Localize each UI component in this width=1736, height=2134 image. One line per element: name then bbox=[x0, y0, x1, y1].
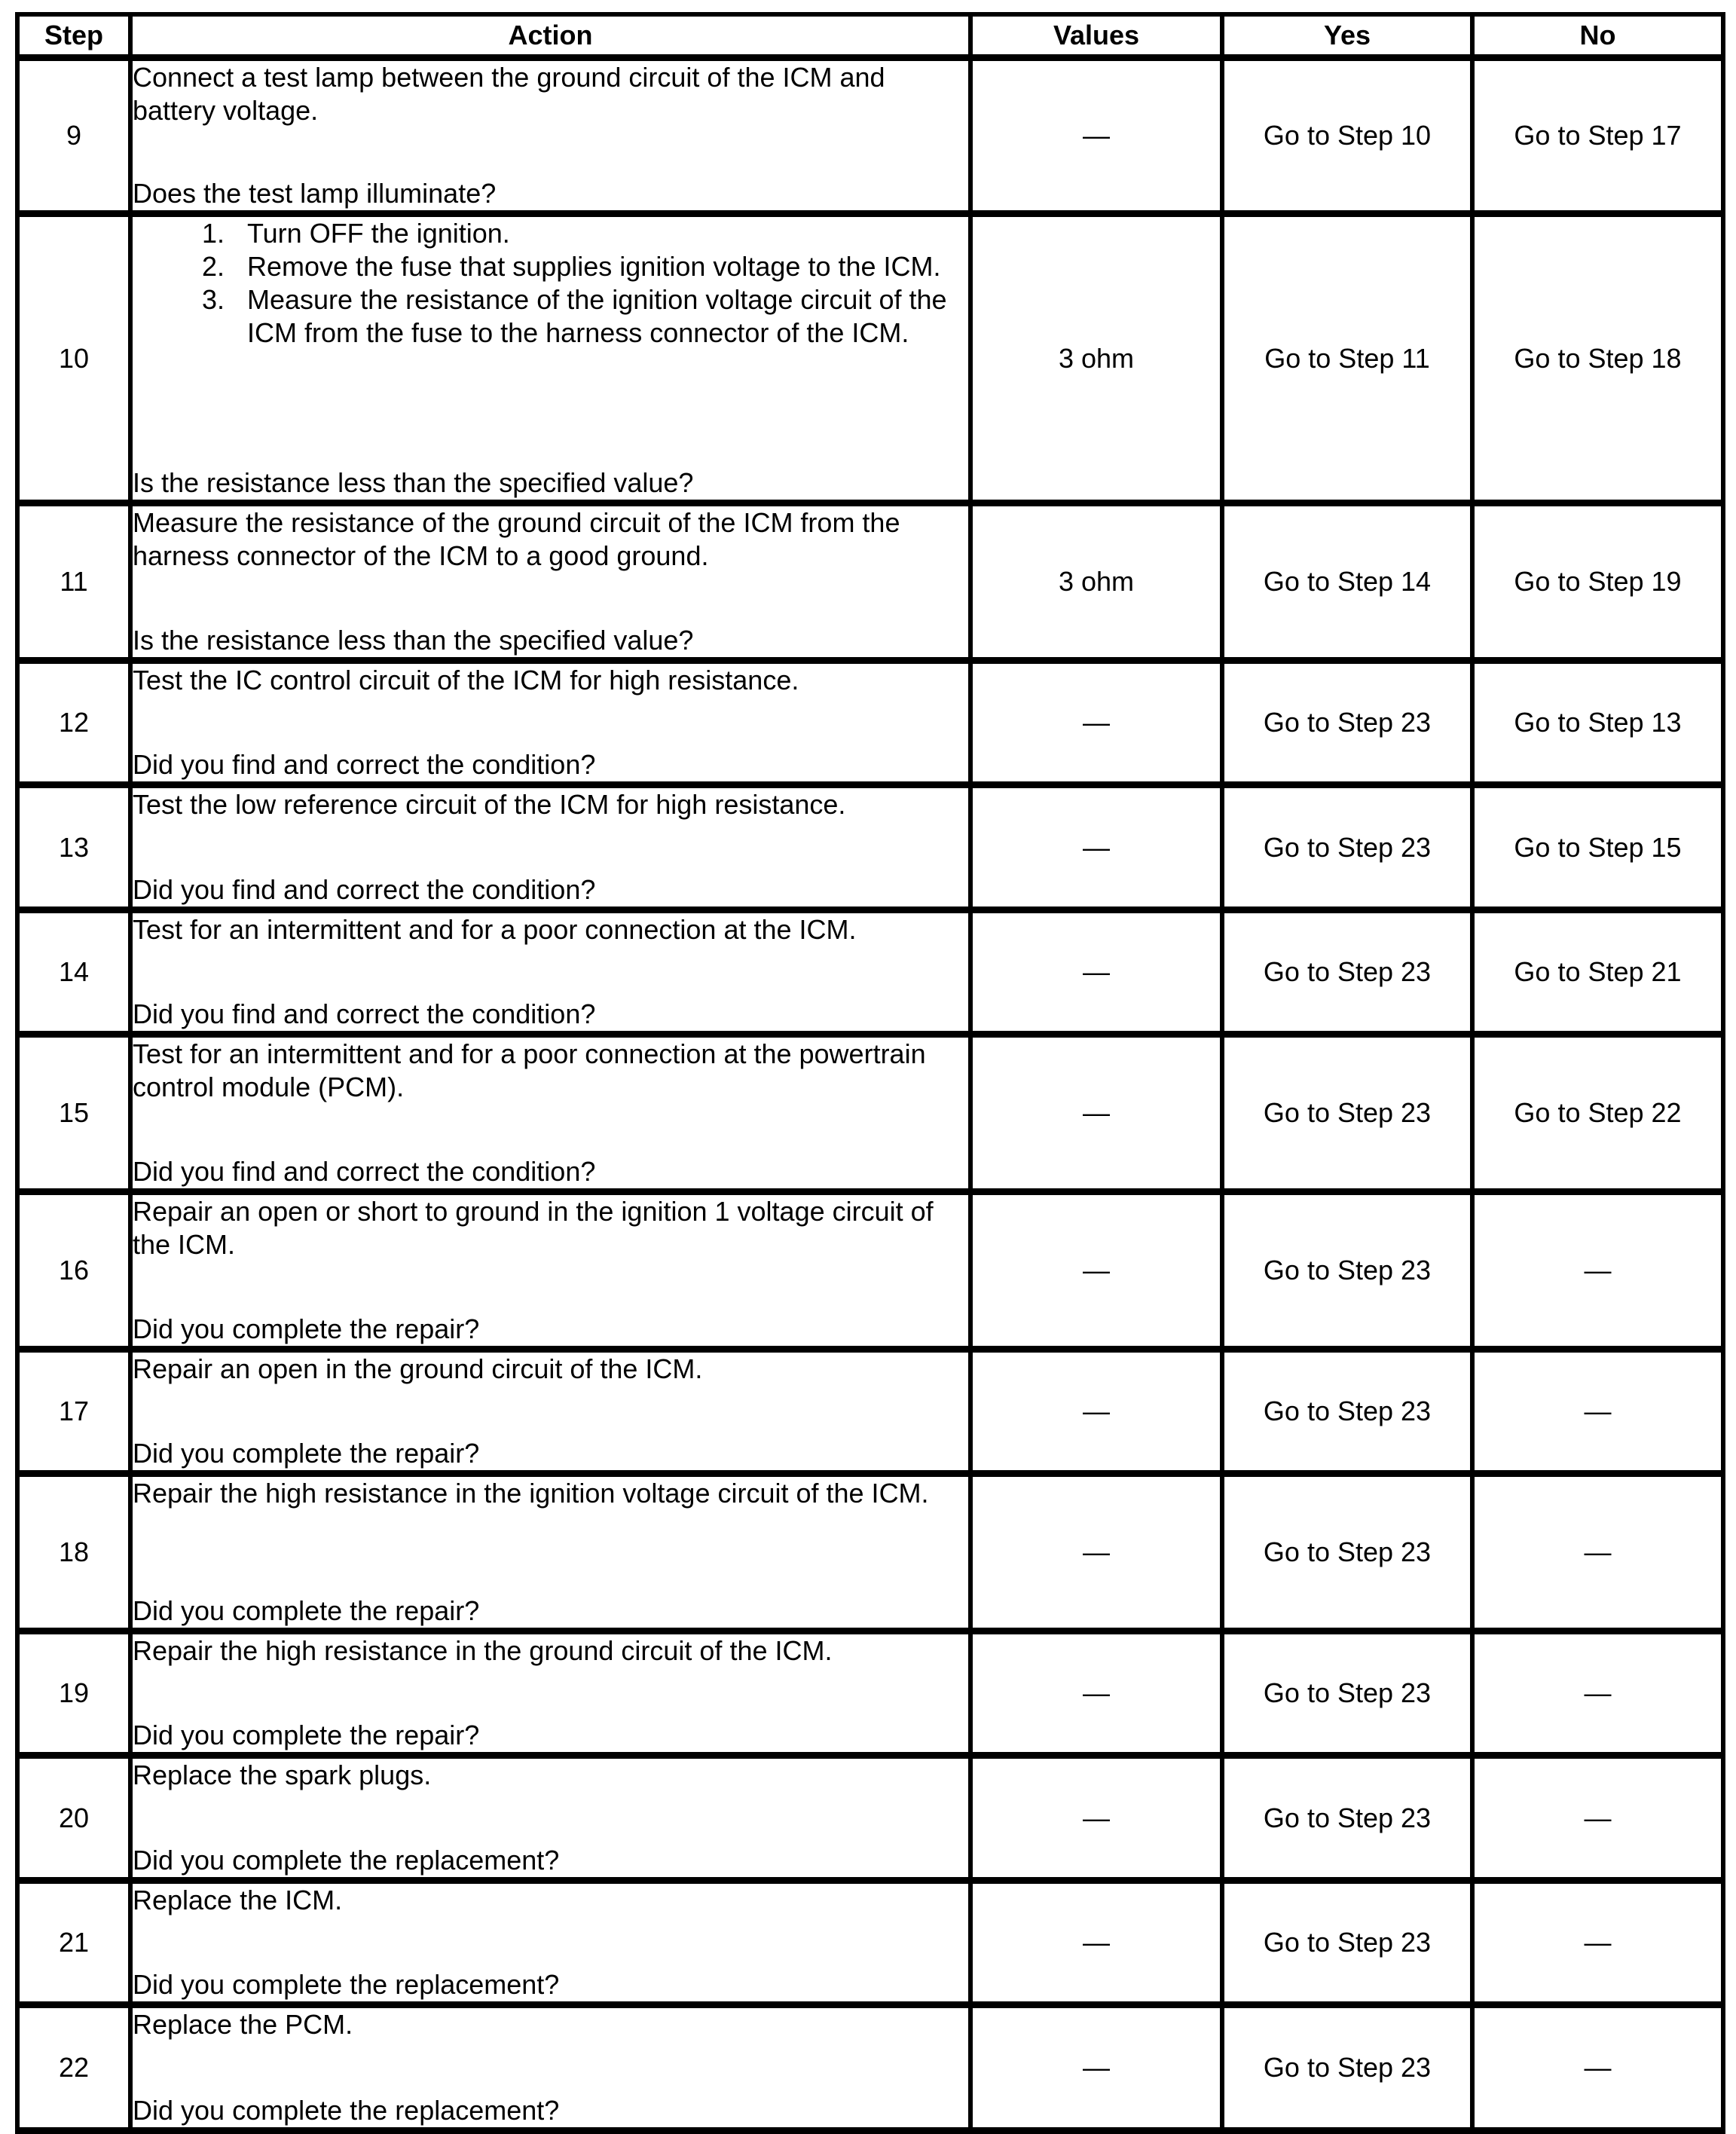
values-cell: — bbox=[970, 1035, 1222, 1192]
values-cell: 3 ohm bbox=[970, 214, 1222, 503]
step-number: 9 bbox=[17, 58, 130, 214]
table-row bbox=[17, 1192, 1723, 1350]
action-question: Did you complete the replacement? bbox=[133, 1845, 560, 1876]
yes-link[interactable]: Go to Step 23 bbox=[1222, 1756, 1472, 1881]
no-link[interactable]: Go to Step 19 bbox=[1472, 503, 1723, 661]
no-link[interactable]: — bbox=[1472, 1350, 1723, 1474]
step-number: 13 bbox=[17, 785, 130, 910]
action-instruction: Repair the high resistance in the ignition voltage circuit of the ICM. bbox=[133, 1478, 929, 1509]
no-link[interactable]: — bbox=[1472, 1756, 1723, 1881]
values-cell: — bbox=[970, 1881, 1222, 2005]
action-question: Did you complete the repair? bbox=[133, 1720, 480, 1750]
no-link[interactable]: — bbox=[1472, 1192, 1723, 1350]
yes-link[interactable]: Go to Step 23 bbox=[1222, 1350, 1472, 1474]
table-row bbox=[17, 910, 1723, 1035]
diagnostic-table bbox=[15, 12, 1725, 2134]
action-cell bbox=[130, 1192, 970, 1350]
table-row bbox=[17, 1035, 1723, 1192]
table-row bbox=[17, 1756, 1723, 1881]
values-cell: — bbox=[970, 1631, 1222, 1756]
table-row bbox=[17, 214, 1723, 503]
no-link[interactable]: Go to Step 15 bbox=[1472, 785, 1723, 910]
action-question: Does the test lamp illuminate? bbox=[133, 178, 497, 209]
yes-link[interactable]: Go to Step 23 bbox=[1222, 1474, 1472, 1631]
action-instruction: Repair the high resistance in the ground circuit of the ICM. bbox=[133, 1635, 833, 1666]
step-number: 15 bbox=[17, 1035, 130, 1192]
step-number: 19 bbox=[17, 1631, 130, 1756]
action-question: Did you complete the replacement? bbox=[133, 1969, 560, 2000]
yes-link[interactable]: Go to Step 11 bbox=[1222, 214, 1472, 503]
values-cell: — bbox=[970, 1350, 1222, 1474]
values-cell: — bbox=[970, 1474, 1222, 1631]
action-instruction: Measure the resistance of the ground circuit of the ICM from the harness connector of the ICM to a good ground. bbox=[133, 507, 900, 571]
table-row bbox=[17, 1474, 1723, 1631]
action-cell bbox=[130, 214, 970, 503]
yes-link[interactable]: Go to Step 10 bbox=[1222, 58, 1472, 214]
action-cell bbox=[130, 785, 970, 910]
no-link[interactable]: Go to Step 18 bbox=[1472, 214, 1723, 503]
substep-text: Measure the resistance of the ignition voltage circuit of the ICM from the fuse to the harness connector of the ICM. bbox=[247, 284, 947, 348]
action-question: Did you complete the repair? bbox=[133, 1438, 480, 1469]
substep-number: 1. bbox=[201, 218, 225, 249]
yes-link[interactable]: Go to Step 23 bbox=[1222, 1881, 1472, 2005]
substep-text: Remove the fuse that supplies ignition voltage to the ICM. bbox=[247, 251, 941, 282]
action-instruction: Replace the PCM. bbox=[133, 2009, 353, 2040]
no-link[interactable]: Go to Step 22 bbox=[1472, 1035, 1723, 1192]
action-instruction: Repair an open or short to ground in the ignition 1 voltage circuit of the ICM. bbox=[133, 1196, 934, 1260]
action-steps-list bbox=[133, 217, 968, 350]
yes-link[interactable]: Go to Step 23 bbox=[1222, 910, 1472, 1035]
action-instruction: Test for an intermittent and for a poor connection at the powertrain control module (PCM). bbox=[133, 1038, 926, 1102]
values-cell: — bbox=[970, 58, 1222, 214]
yes-link[interactable]: Go to Step 23 bbox=[1222, 1192, 1472, 1350]
step-number: 14 bbox=[17, 910, 130, 1035]
no-link[interactable]: — bbox=[1472, 1474, 1723, 1631]
table-row bbox=[17, 503, 1723, 661]
no-link[interactable]: — bbox=[1472, 2005, 1723, 2131]
step-number: 22 bbox=[17, 2005, 130, 2131]
action-instruction: Test for an intermittent and for a poor connection at the ICM. bbox=[133, 914, 857, 945]
action-question: Is the resistance less than the specified value? bbox=[133, 467, 694, 498]
header-values: Values bbox=[970, 14, 1222, 58]
yes-link[interactable]: Go to Step 23 bbox=[1222, 1035, 1472, 1192]
step-number: 10 bbox=[17, 214, 130, 503]
header-step: Step bbox=[17, 14, 130, 58]
values-cell: — bbox=[970, 661, 1222, 785]
substep-text: Turn OFF the ignition. bbox=[247, 218, 510, 249]
header-no: No bbox=[1472, 14, 1723, 58]
table-row bbox=[17, 661, 1723, 785]
action-cell bbox=[130, 1474, 970, 1631]
table-row bbox=[17, 58, 1723, 214]
substep-number: 3. bbox=[201, 284, 225, 315]
values-cell: 3 ohm bbox=[970, 503, 1222, 661]
yes-link[interactable]: Go to Step 23 bbox=[1222, 785, 1472, 910]
action-cell bbox=[130, 1035, 970, 1192]
step-number: 11 bbox=[17, 503, 130, 661]
action-substep bbox=[133, 250, 968, 283]
action-question: Did you find and correct the condition? bbox=[133, 874, 596, 905]
action-cell bbox=[130, 1350, 970, 1474]
action-substep bbox=[133, 217, 968, 250]
action-instruction: Test the IC control circuit of the ICM for high resistance. bbox=[133, 665, 799, 696]
no-link[interactable]: — bbox=[1472, 1631, 1723, 1756]
action-cell bbox=[130, 503, 970, 661]
action-cell bbox=[130, 910, 970, 1035]
action-instruction: Replace the spark plugs. bbox=[133, 1759, 432, 1790]
values-cell: — bbox=[970, 910, 1222, 1035]
table-row bbox=[17, 2005, 1723, 2131]
action-instruction: Test the low reference circuit of the ICM for high resistance. bbox=[133, 789, 846, 820]
action-cell bbox=[130, 1881, 970, 2005]
action-cell bbox=[130, 2005, 970, 2131]
yes-link[interactable]: Go to Step 23 bbox=[1222, 661, 1472, 785]
action-question: Did you find and correct the condition? bbox=[133, 1156, 596, 1187]
values-cell: — bbox=[970, 2005, 1222, 2131]
values-cell: — bbox=[970, 1192, 1222, 1350]
action-question: Did you find and correct the condition? bbox=[133, 749, 596, 780]
yes-link[interactable]: Go to Step 23 bbox=[1222, 2005, 1472, 2131]
table-row bbox=[17, 1631, 1723, 1756]
action-question: Did you complete the repair? bbox=[133, 1595, 480, 1626]
substep-number: 2. bbox=[201, 251, 225, 282]
table-body bbox=[17, 58, 1723, 2131]
action-cell bbox=[130, 1631, 970, 1756]
table-row bbox=[17, 1881, 1723, 2005]
yes-link[interactable]: Go to Step 23 bbox=[1222, 1631, 1472, 1756]
no-link[interactable]: Go to Step 17 bbox=[1472, 58, 1723, 214]
step-number: 16 bbox=[17, 1192, 130, 1350]
action-instruction: Repair an open in the ground circuit of the ICM. bbox=[133, 1353, 703, 1384]
step-number: 18 bbox=[17, 1474, 130, 1631]
action-cell bbox=[130, 1756, 970, 1881]
action-instruction: Replace the ICM. bbox=[133, 1885, 343, 1915]
table-row bbox=[17, 785, 1723, 910]
header-yes: Yes bbox=[1222, 14, 1472, 58]
no-link[interactable]: Go to Step 21 bbox=[1472, 910, 1723, 1035]
action-cell bbox=[130, 661, 970, 785]
action-question: Did you complete the replacement? bbox=[133, 2095, 560, 2126]
header-row bbox=[17, 14, 1723, 58]
table-row bbox=[17, 1350, 1723, 1474]
step-number: 17 bbox=[17, 1350, 130, 1474]
yes-link[interactable]: Go to Step 14 bbox=[1222, 503, 1472, 661]
no-link[interactable]: Go to Step 13 bbox=[1472, 661, 1723, 785]
action-instruction: Connect a test lamp between the ground circuit of the ICM and battery voltage. bbox=[133, 62, 885, 126]
no-link[interactable]: — bbox=[1472, 1881, 1723, 2005]
action-substep bbox=[133, 283, 968, 350]
step-number: 12 bbox=[17, 661, 130, 785]
action-question: Did you find and correct the condition? bbox=[133, 998, 596, 1029]
values-cell: — bbox=[970, 1756, 1222, 1881]
action-question: Did you complete the repair? bbox=[133, 1313, 480, 1344]
step-number: 20 bbox=[17, 1756, 130, 1881]
action-question: Is the resistance less than the specified value? bbox=[133, 625, 694, 656]
action-cell bbox=[130, 58, 970, 214]
header-action: Action bbox=[130, 14, 970, 58]
step-number: 21 bbox=[17, 1881, 130, 2005]
values-cell: — bbox=[970, 785, 1222, 910]
